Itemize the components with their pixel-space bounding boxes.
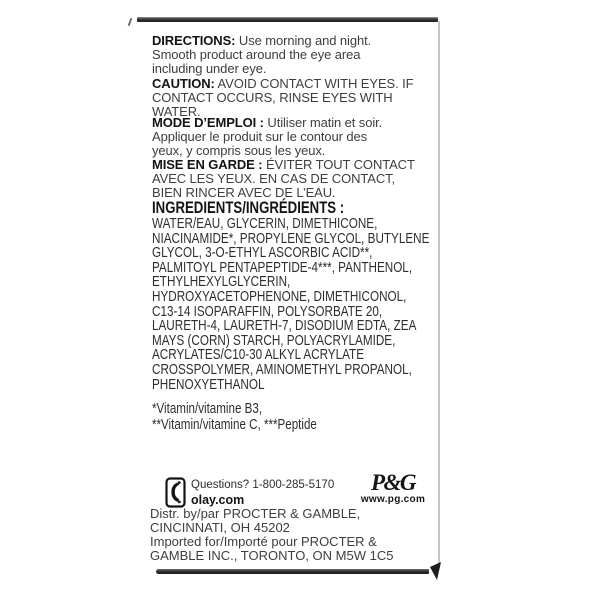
ingredient-line: GLYCOL, 3-O-ETHYL ASCORBIC ACID**,: [152, 244, 373, 262]
caution-section: [152, 77, 442, 119]
mise-en-garde-text: BIEN RINCER AVEC DE L’EAU.: [152, 185, 336, 200]
ingredient-line: MAYS (CORN) STARCH, POLYACRYLAMIDE,: [152, 331, 396, 349]
ingredients-footnotes: [152, 402, 358, 433]
ingredient-line: ACRYLATES/C10-30 ALKYL ACRYLATE: [152, 346, 365, 364]
box-top-left-fold-mark: [128, 18, 133, 26]
directions-section: [152, 34, 442, 76]
ingredients-list: [152, 217, 508, 392]
mise-en-garde-text: ÉVITER TOUT CONTACT: [265, 157, 415, 172]
imported-line: GAMBLE INC., TORONTO, ON M5W 1C5: [150, 548, 394, 563]
directions-text: Use morning and night.: [238, 33, 372, 48]
directions-text: Smooth product around the eye area: [152, 47, 361, 62]
phone-icon: [165, 477, 186, 508]
box-bottom-right-corner-fold: [427, 560, 443, 581]
footnote-line: *Vitamin/vitamine B3,: [152, 401, 263, 417]
box-top-edge: [137, 17, 438, 22]
mode-demploi-text: Utiliser matin et soir.: [267, 115, 383, 130]
ingredient-line: HYDROXYACETOPHENONE, DIMETHICONOL,: [152, 287, 407, 305]
directions-label: DIRECTIONS:: [152, 33, 236, 48]
directions-text: including under eye.: [152, 61, 267, 76]
distributor-line: Distr. by/par PROCTER & GAMBLE,: [150, 506, 361, 521]
mode-demploi-text: Appliquer le produit sur le contour des: [152, 129, 368, 144]
pg-logo: P&G: [370, 470, 416, 495]
ingredient-line: ETHYLHEXYLGLYCERIN,: [152, 273, 291, 291]
distributor-line: CINCINNATI, OH 45202: [150, 520, 290, 535]
caution-label: CAUTION:: [152, 76, 215, 91]
imported-info: [150, 535, 442, 563]
ingredient-line: PALMITOYL PENTAPEPTIDE-4***, PANTHENOL,: [152, 258, 413, 276]
ingredient-line: NIACINAMIDE*, PROPYLENE GLYCOL, BUTYLENE: [152, 229, 430, 247]
mise-en-garde-label: MISE EN GARDE :: [152, 157, 263, 172]
questions-phone-number: Questions? 1-800-285-5170: [191, 479, 335, 491]
mise-en-garde-section: [152, 158, 442, 200]
footnote-line: **Vitamin/vitamine C, ***Peptide: [152, 416, 317, 433]
mode-demploi-label: MODE D’EMPLOI :: [152, 115, 264, 130]
ingredient-line: WATER/EAU, GLYCERIN, DIMETHICONE,: [152, 215, 378, 232]
mode-demploi-section: [152, 116, 442, 158]
ingredient-line: CROSSPOLYMER, AMINOMETHYL PROPANOL,: [152, 360, 412, 378]
imported-line: Imported for/Importé pour PROCTER &: [150, 534, 377, 549]
ingredient-line: C13-14 ISOPARAFFIN, POLYSORBATE 20,: [152, 302, 383, 320]
ingredient-line: LAURETH-4, LAURETH-7, DISODIUM EDTA, ZEA: [152, 317, 417, 335]
box-bottom-edge: [156, 569, 429, 574]
caution-text: AVOID CONTACT WITH EYES. IF: [217, 76, 414, 91]
caution-text: WATER.: [152, 104, 201, 119]
olay-website: olay.com: [191, 493, 245, 507]
ingredients-heading: INGREDIENTS/INGRÉDIENTS :: [152, 199, 345, 217]
caution-text: CONTACT OCCURS, RINSE EYES WITH: [152, 90, 393, 105]
mode-demploi-text: yeux, y compris sous les yeux.: [152, 143, 326, 158]
distributor-info: [150, 507, 442, 535]
mise-en-garde-text: AVEC LES YEUX. EN CAS DE CONTACT,: [152, 171, 396, 186]
ingredient-line: PHENOXYETHANOL: [152, 375, 265, 393]
pg-website: www.pg.com: [360, 494, 426, 505]
